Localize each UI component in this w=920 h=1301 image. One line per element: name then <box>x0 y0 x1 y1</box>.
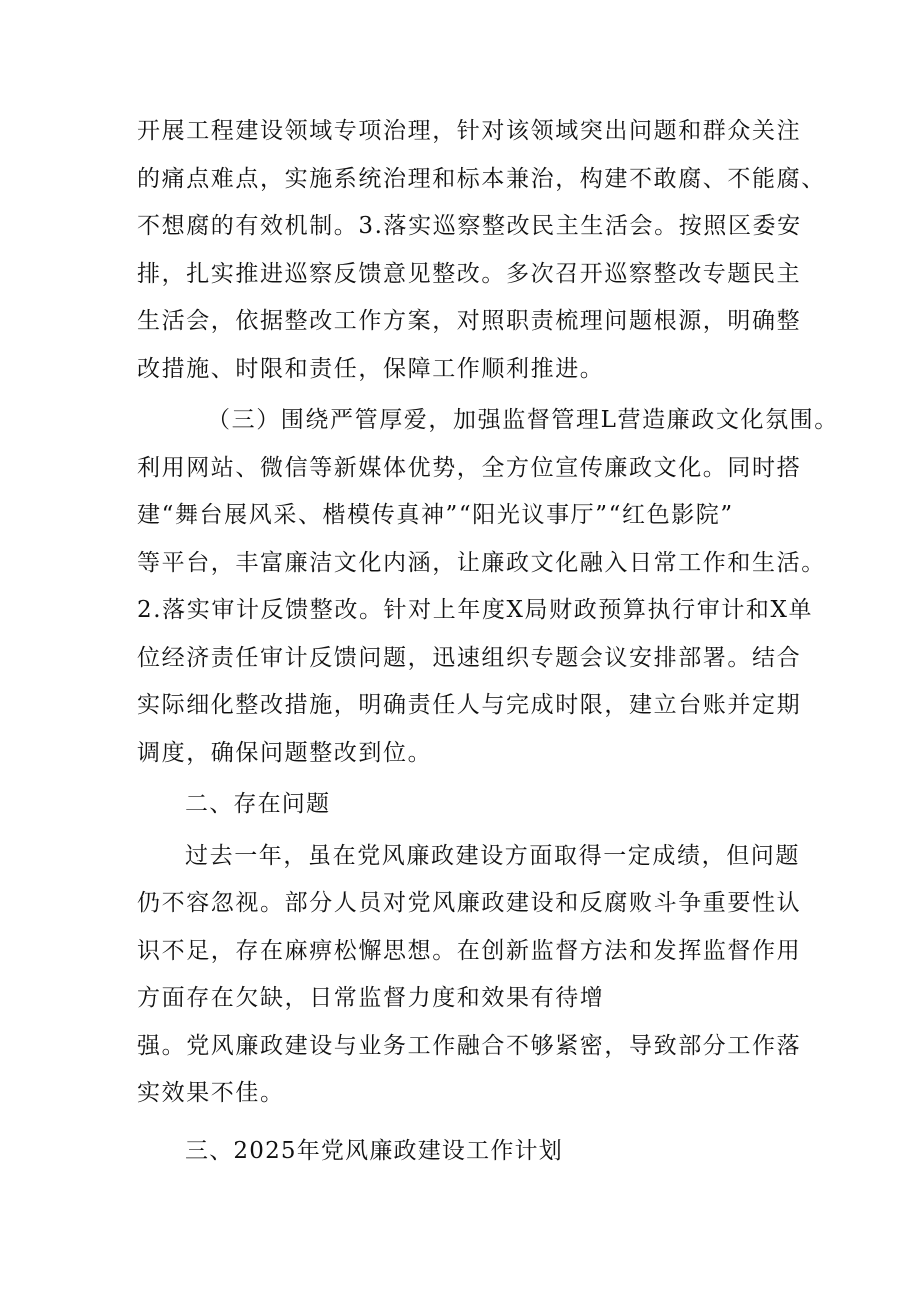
text-line: 实效果不佳。 <box>137 1080 285 1106</box>
text-line: 不想腐的有效机制。3.落实巡察整改民主生活会。按照区委安 <box>137 213 802 239</box>
text-line: 调度，确保问题整改到位。 <box>137 739 433 766</box>
section-heading-problems: 二、存在问题 <box>185 791 331 817</box>
text-line: 利用网站、微信等新媒体优势，全方位宣传廉政文化。同时搭 <box>137 454 802 481</box>
text-line: 开展工程建设领域专项治理，针对该领域突出问题和群众关注 <box>137 118 802 144</box>
text-line: 改措施、时限和责任，保障工作顺利推进。 <box>137 355 605 382</box>
text-line: 方面存在欠缺，日常监督力度和效果有待增 <box>137 985 605 1011</box>
text-line: 实际细化整改措施，明确责任人与完成时限，建立台账并定期 <box>137 692 802 718</box>
text-line: 强。党风廉政建设与业务工作融合不够紧密，导致部分工作落 <box>137 1032 802 1059</box>
text-line: 仍不容忽视。部分人员对党风廉政建设和反腐败斗争重要性认 <box>137 890 802 916</box>
text-line: 生活会，依据整改工作方案，对照职责梳理问题根源，明确整 <box>137 308 802 334</box>
text-line: 识不足，存在麻痹松懈思想。在创新监督方法和发挥监督作用 <box>137 937 802 964</box>
text-line: 排，扎实推进巡察反馈意见整改。多次召开巡察整改专题民主 <box>137 260 802 287</box>
section-subheading: （三）围绕严管厚爱，加强监督管理L营造廉政文化氛围。 <box>207 407 839 433</box>
text-line: 位经济责任审计反馈问题，迅速组织专题会议安排部署。结合 <box>137 644 802 671</box>
section-heading-plan: 三、2025年党风廉政建设工作计划 <box>185 1137 563 1164</box>
text-line: 的痛点难点，实施系统治理和标本兼治，构建不敢腐、不能腐、 <box>137 165 826 192</box>
document-body <box>137 108 839 1175</box>
text-line: 等平台，丰富廉洁文化内涵，让廉政文化融入日常工作和生活。 <box>137 549 826 576</box>
text-line: 建“舞台展风采、楷模传真神”“阳光议事厅”“红色影院” <box>137 502 734 528</box>
text-line: 过去一年，虽在党风廉政建设方面取得一定成绩，但问题 <box>185 842 800 869</box>
text-line: 2.落实审计反馈整改。针对上年度X局财政预算执行审计和X单 <box>137 597 814 623</box>
